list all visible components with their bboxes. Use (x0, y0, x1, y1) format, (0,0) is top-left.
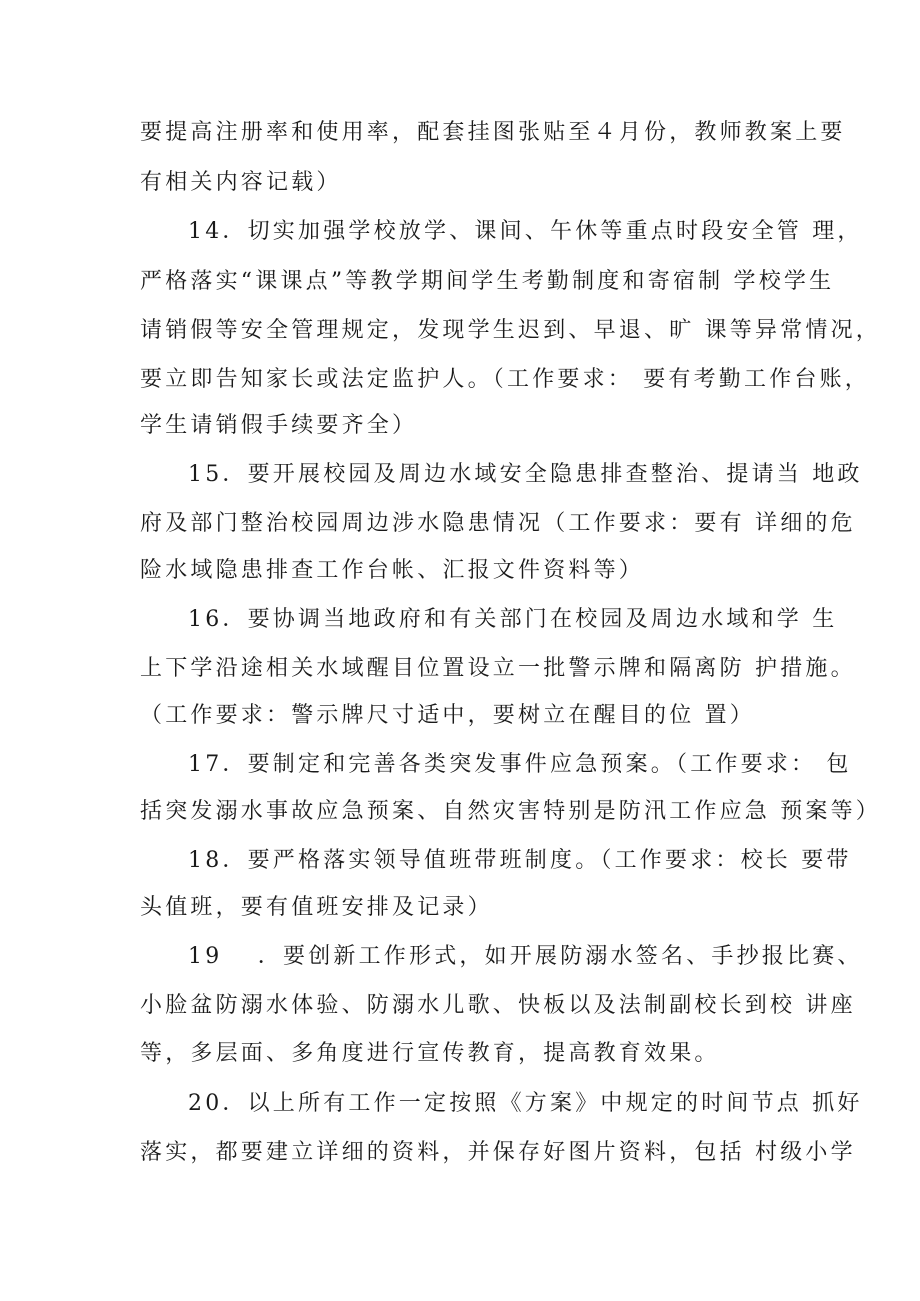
text-line: 要提高注册率和使用率，配套挂图张贴至４月份，教师教案上要 (140, 120, 846, 145)
item-14-heading-line: 14．切实加强学校放学、课间、午休等重点时段安全管 理， (188, 219, 863, 244)
text-line: 头值班，要有值班安排及记录） (140, 895, 493, 920)
text-line: 上下学沿途相关水域醒目位置设立一批警示牌和隔离防 护措施。 (140, 656, 856, 681)
text-line: 请销假等安全管理规定，发现学生迟到、早退、旷 课等异常情况， (140, 318, 881, 343)
text-line: 府及部门整治校园周边涉水隐患情况（工作要求：要有 详细的危 (140, 511, 856, 536)
text-line: 有相关内容记载） (140, 170, 342, 195)
text-line: 等，多层面、多角度进行宣传教育，提高教育效果。 (140, 1041, 720, 1066)
text-line: 括突发溺水事故应急预案、自然灾害特别是防汛工作应急 预案等） (140, 799, 881, 824)
item-18-heading-line: 18．要严格落实领导值班带班制度。（工作要求：校长 要带 (188, 848, 852, 873)
text-line: （工作要求：警示牌尺寸适中，要树立在醒目的位 置） (140, 703, 755, 728)
text-line: 严格落实“课课点”等教学期间学生考勤制度和寄宿制 学校学生 (140, 269, 835, 294)
item-17-heading-line: 17．要制定和完善各类突发事件应急预案。（工作要求： 包 (188, 752, 852, 777)
item-16-heading-line: 16．要协调当地政府和有关部门在校园及周边水域和学 生 (188, 607, 838, 632)
text-line: 险水域隐患排查工作台帐、汇报文件资料等） (140, 558, 645, 583)
text-line: 要立即告知家长或法定监护人。（工作要求： 要有考勤工作台账， (140, 367, 870, 392)
item-19-heading-line: 19 ．要创新工作形式，如开展防溺水签名、手抄报比赛、 (188, 944, 863, 969)
text-line: 小脸盆防溺水体验、防溺水儿歌、快板以及法制副校长到校 讲座 (140, 993, 856, 1018)
text-line: 学生请销假手续要齐全） (140, 413, 418, 438)
item-15-heading-line: 15．要开展校园及周边水域安全隐患排查整治、提请当 地政 (188, 462, 863, 487)
text-line: 落实，都要建立详细的资料，并保存好图片资料，包括 村级小学 (140, 1140, 856, 1165)
item-20-heading-line: 20．以上所有工作一定按照《方案》中规定的时间节点 抓好 (188, 1091, 863, 1116)
